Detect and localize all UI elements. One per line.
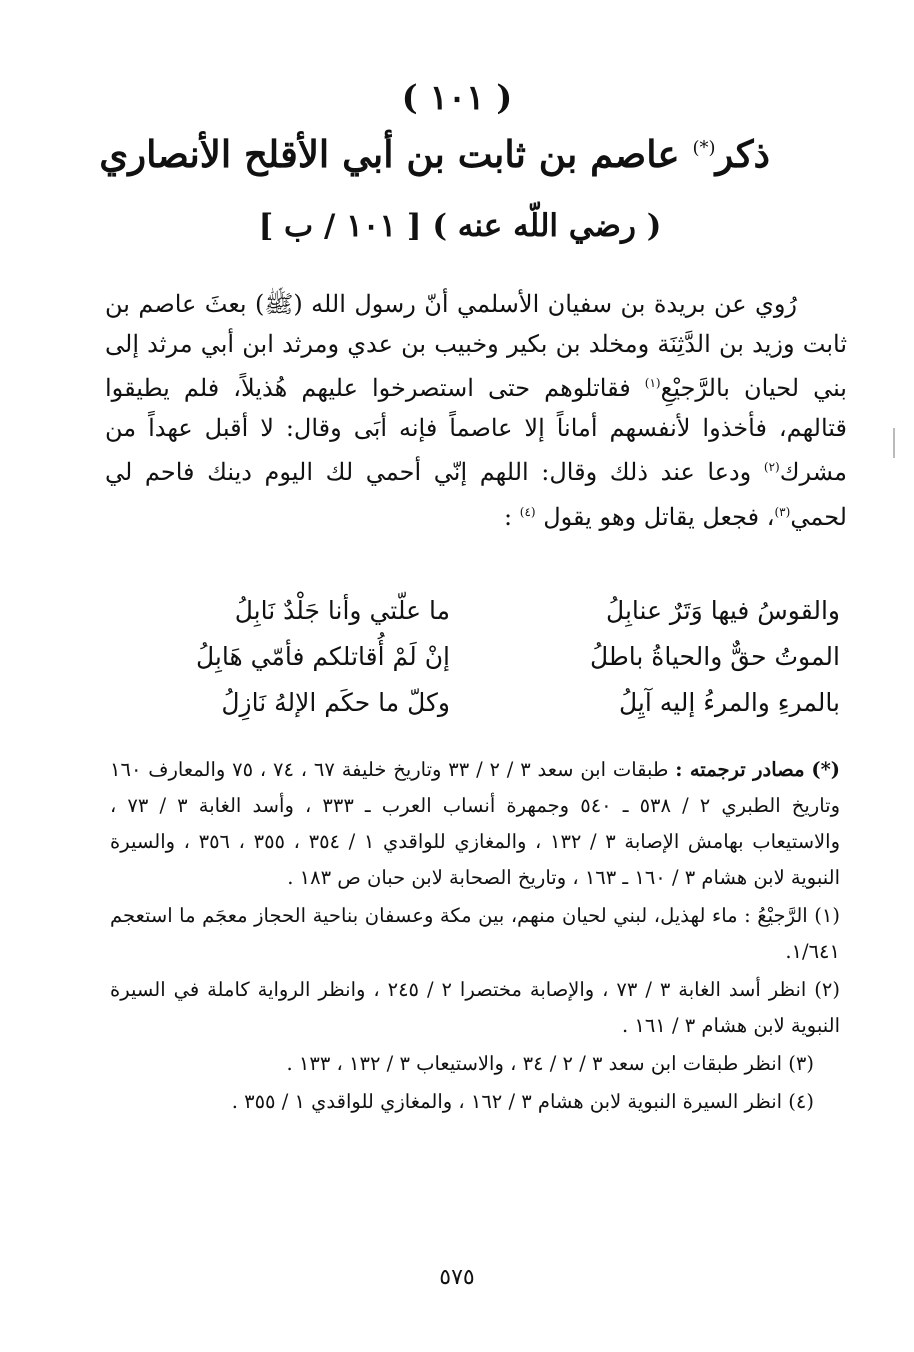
footnote-ref-4: (٤) [519,504,536,519]
margin-scan-mark [893,428,895,458]
page-number: ٥٧٥ [439,1265,475,1290]
footnote-ref-1: (١) [644,376,661,390]
poem-first-hemistich: وكلّ ما حكَم الإلهُ نَازِلُ [221,688,450,717]
footnote-ref-2: (٢) [763,460,780,474]
poem-verse [120,642,840,688]
footnote-ref-3: (٣) [774,504,791,519]
poem [120,596,840,734]
chapter-number: ( ١٠١ ) [401,78,513,118]
poem-second-hemistich: الموتُ حقٌّ والحياةُ باطلُ [589,642,840,671]
body-text-part-2: فقاتلوهم حتى استصرخوا عليهم هُذيلاً، فلم يطيقوا قتالهم، فأخذوا لأنفسهم أماناً إلا عاصماً فإنه أبَى وقال: لا أقبل عهداً من مشرك [105,374,847,486]
title-name: عاصم بن ثابت بن أبي الأقلح الأنصاري [99,132,680,176]
body-text-part-1: رُوي عن بريدة بن سفيان الأسلمي أنّ رسول الله (ﷺ) بعثَ عاصم بن ثابت وزيد بن الدَّثِنَة ومخلد بن بكير وخبيب بن عدي ومرثد ابن أبي مرثد إلى بني لحيان بالرَّجيْعِ [105,290,847,402]
poem-second-hemistich: بالمرءِ والمرءُ إليه آيِلُ [618,688,840,717]
sources-text: طبقات ابن سعد ٣ / ٢ / ٣٣ وتاريخ خليفة ٦٧ ، ٧٤ ، ٧٥ والمعارف ١٦٠ وتاريخ الطبري ٢ / ٥٣٨ ـ ٥٤٠ وجمهرة أنساب العرب ـ ٣٣٣ ، وأسد الغابة ٣ / ٧٣ ، والاستيعاب بهامش الإصابة ٣ / ١٣٢ ، والمغازي للواقدي ١ / ٣٥٤ ، ٣٥٥ ، ٣٥٦ ، والسيرة النبوية لابن هشام ٣ / ١٦٠ ـ ١٦٣ ، وتاريخ الصحابة لابن حبان ص ١٨٣ . [110,758,840,889]
sources-label: مصادر ترجمته : [675,758,805,781]
body-paragraph [105,285,847,537]
body-text-part-5: : [504,502,520,531]
body-text-part-4: ، فجعل يقاتل وهو يقول [535,502,775,531]
title-prefix: ذكر [715,132,770,176]
footnote-sources [110,752,840,896]
footnote-2: (٢) انظر أسد الغابة ٣ / ٧٣ ، والإصابة مختصرا ٢ / ٢٤٥ ، وانظر الرواية كاملة في السيرة النبوية لابن هشام ٣ / ١٦١ . [110,978,841,1037]
sources-marker: (*) [811,758,840,781]
poem-first-hemistich: ما علّتي وأنا جَلْدٌ نَابِلُ [234,596,450,625]
poem-first-hemistich: إنْ لَمْ أُقاتلكم فأمّي هَابِلُ [195,642,450,671]
chapter-title [99,132,770,176]
poem-second-hemistich: والقوسُ فيها وَتَرٌ عنابِلُ [606,596,840,625]
footnote-3: (٣) انظر طبقات ابن سعد ٣ / ٢ / ٣٤ ، والاستيعاب ٣ / ١٣٢ ، ١٣٣ . [286,1052,814,1075]
footnotes [110,752,840,1122]
poem-verse [120,688,840,734]
body-text-part-3: ودعا عند ذلك وقال: اللهم إنّي أحمي لك اليوم دينك فاحم لي لحمي [105,458,847,531]
title-footnote-marker: (*) [692,137,716,159]
chapter-subtitle: ( رضي اللّه عنه ) [ ١٠١ / ب ] [258,208,662,244]
footnote-1: (١) الرَّجيْعُ : ماء لهذيل، لبني لحيان منهم، بين مكة وعسفان بناحية الحجاز معجَم ما استعجم ١/٦٤١. [110,904,840,963]
footnote-4: (٤) انظر السيرة النبوية لابن هشام ٣ / ١٦٢ ، والمغازي للواقدي ١ / ٣٥٥ . [231,1090,814,1113]
poem-verse [120,596,840,642]
